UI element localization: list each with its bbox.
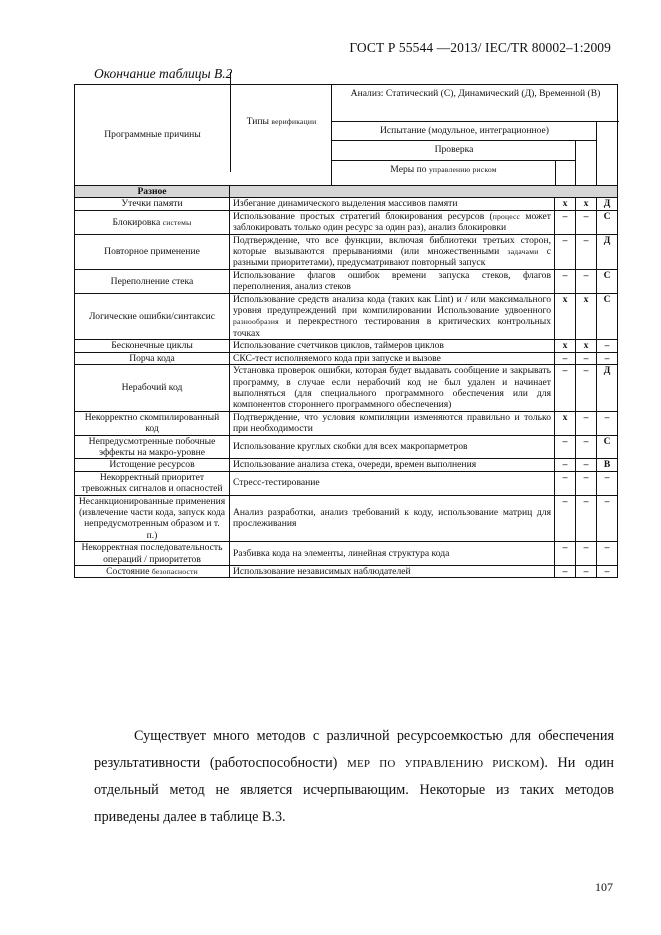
header-causes: Программные причины	[104, 129, 201, 141]
table-row: Утечки памяти Избегание динамического выделения массивов памяти x x Д	[75, 198, 618, 210]
table-row: Истощение ресурсов Использование анализа стека, очереди, времен выполнения – – В	[75, 459, 618, 471]
table-row: Некорректно скомпилированный код Подтверждение, что условия компиляции изменяются правильно и только при необходимости x – –	[75, 411, 618, 435]
header-testing: Испытание (модульное, интеграционное)	[380, 125, 549, 136]
table-row: Логические ошибки/синтаксис Использование средств анализа кода (таких как Lint) и / или максимального уровня предупреждений при компилировании Использование удвоенного разнообразия и перекрестного тестирования в критических контрольных точках x x С	[75, 293, 618, 340]
table-container	[74, 84, 617, 578]
table-header-row	[75, 85, 618, 186]
group-row	[75, 186, 618, 198]
table-row: Порча кода СКС-тест исполняемого кода при запуске и вызове – – –	[75, 352, 618, 364]
body-paragraph: Существует много методов с различной ресурсоемкостью для обеспечения результативности (работоспособности) МЕР ПО УПРАВЛЕНИЮ РИСКОМ). Ни один отдельный метод не является исчерпывающим. Некоторые из таких методов приведены далее в таблице В.3.	[94, 728, 615, 825]
table-row: Непредусмотренные побочные эффекты на макро-уровне Использование круглых скобки для всех макропарметров – – С	[75, 435, 618, 459]
header-analysis: Анализ: Статический (С), Динамический (Д), Временной (В)	[350, 88, 601, 99]
group-label: Разное	[75, 186, 230, 198]
page-number: 107	[595, 880, 613, 894]
table-row: Нерабочий код Установка проверок ошибки, которая будет выдавать сообщение и закрывать программу, в случае если нерабочий код не был удален и начинает выполняться (для специального программного обеспечения или для компонентов стороннего программного обеспечения) – – Д	[75, 365, 618, 412]
header-measures: Меры по управлению риском	[390, 164, 497, 175]
verification-table	[74, 84, 618, 578]
table-row: Бесконечные циклы Использование счетчиков циклов, таймеров циклов x x –	[75, 340, 618, 352]
table-header	[75, 85, 618, 186]
table-row: Повторное применение Подтверждение, что все функции, включая библиотеки третьих сторон, которые вызываются прерываниями (или множественными задачами с разными приоритетами), предусматривают повторный запуск – – Д	[75, 234, 618, 269]
header-review: Проверка	[434, 144, 474, 155]
table-row: Некорректная последовательность операций / приоритетов Разбивка кода на элементы, линейная структура кода – – –	[75, 542, 618, 566]
table-row: Некорректный приоритет тревожных сигналов и опасностей Стресс-тестирование – – –	[75, 471, 618, 495]
table-row: Несанкционированные применения (извлечение части кода, запуск кода непредусмотренным образом и т. п.) Анализ разработки, анализ требований к коду, использование матриц для прослеживания – – –	[75, 495, 618, 542]
table-row: Блокировка системы Использование простых стратегий блокирования ресурсов (процесс может заблокировать только один ресурс за один раз), анализ блокировки – – С	[75, 210, 618, 234]
table-caption: Окончание таблицы В.2	[94, 66, 233, 81]
header-types: Типы верификации	[246, 116, 317, 128]
document-header: ГОСТ Р 55544 —2013/ IEC/TR 80002–1:2009	[349, 40, 611, 55]
table-row: Состояние безопасности Использование независимых наблюдателей – – –	[75, 566, 618, 578]
table-row: Переполнение стека Использование флагов ошибок времени запуска стеков, флагов переполнения, анализ стеков – – С	[75, 269, 618, 293]
